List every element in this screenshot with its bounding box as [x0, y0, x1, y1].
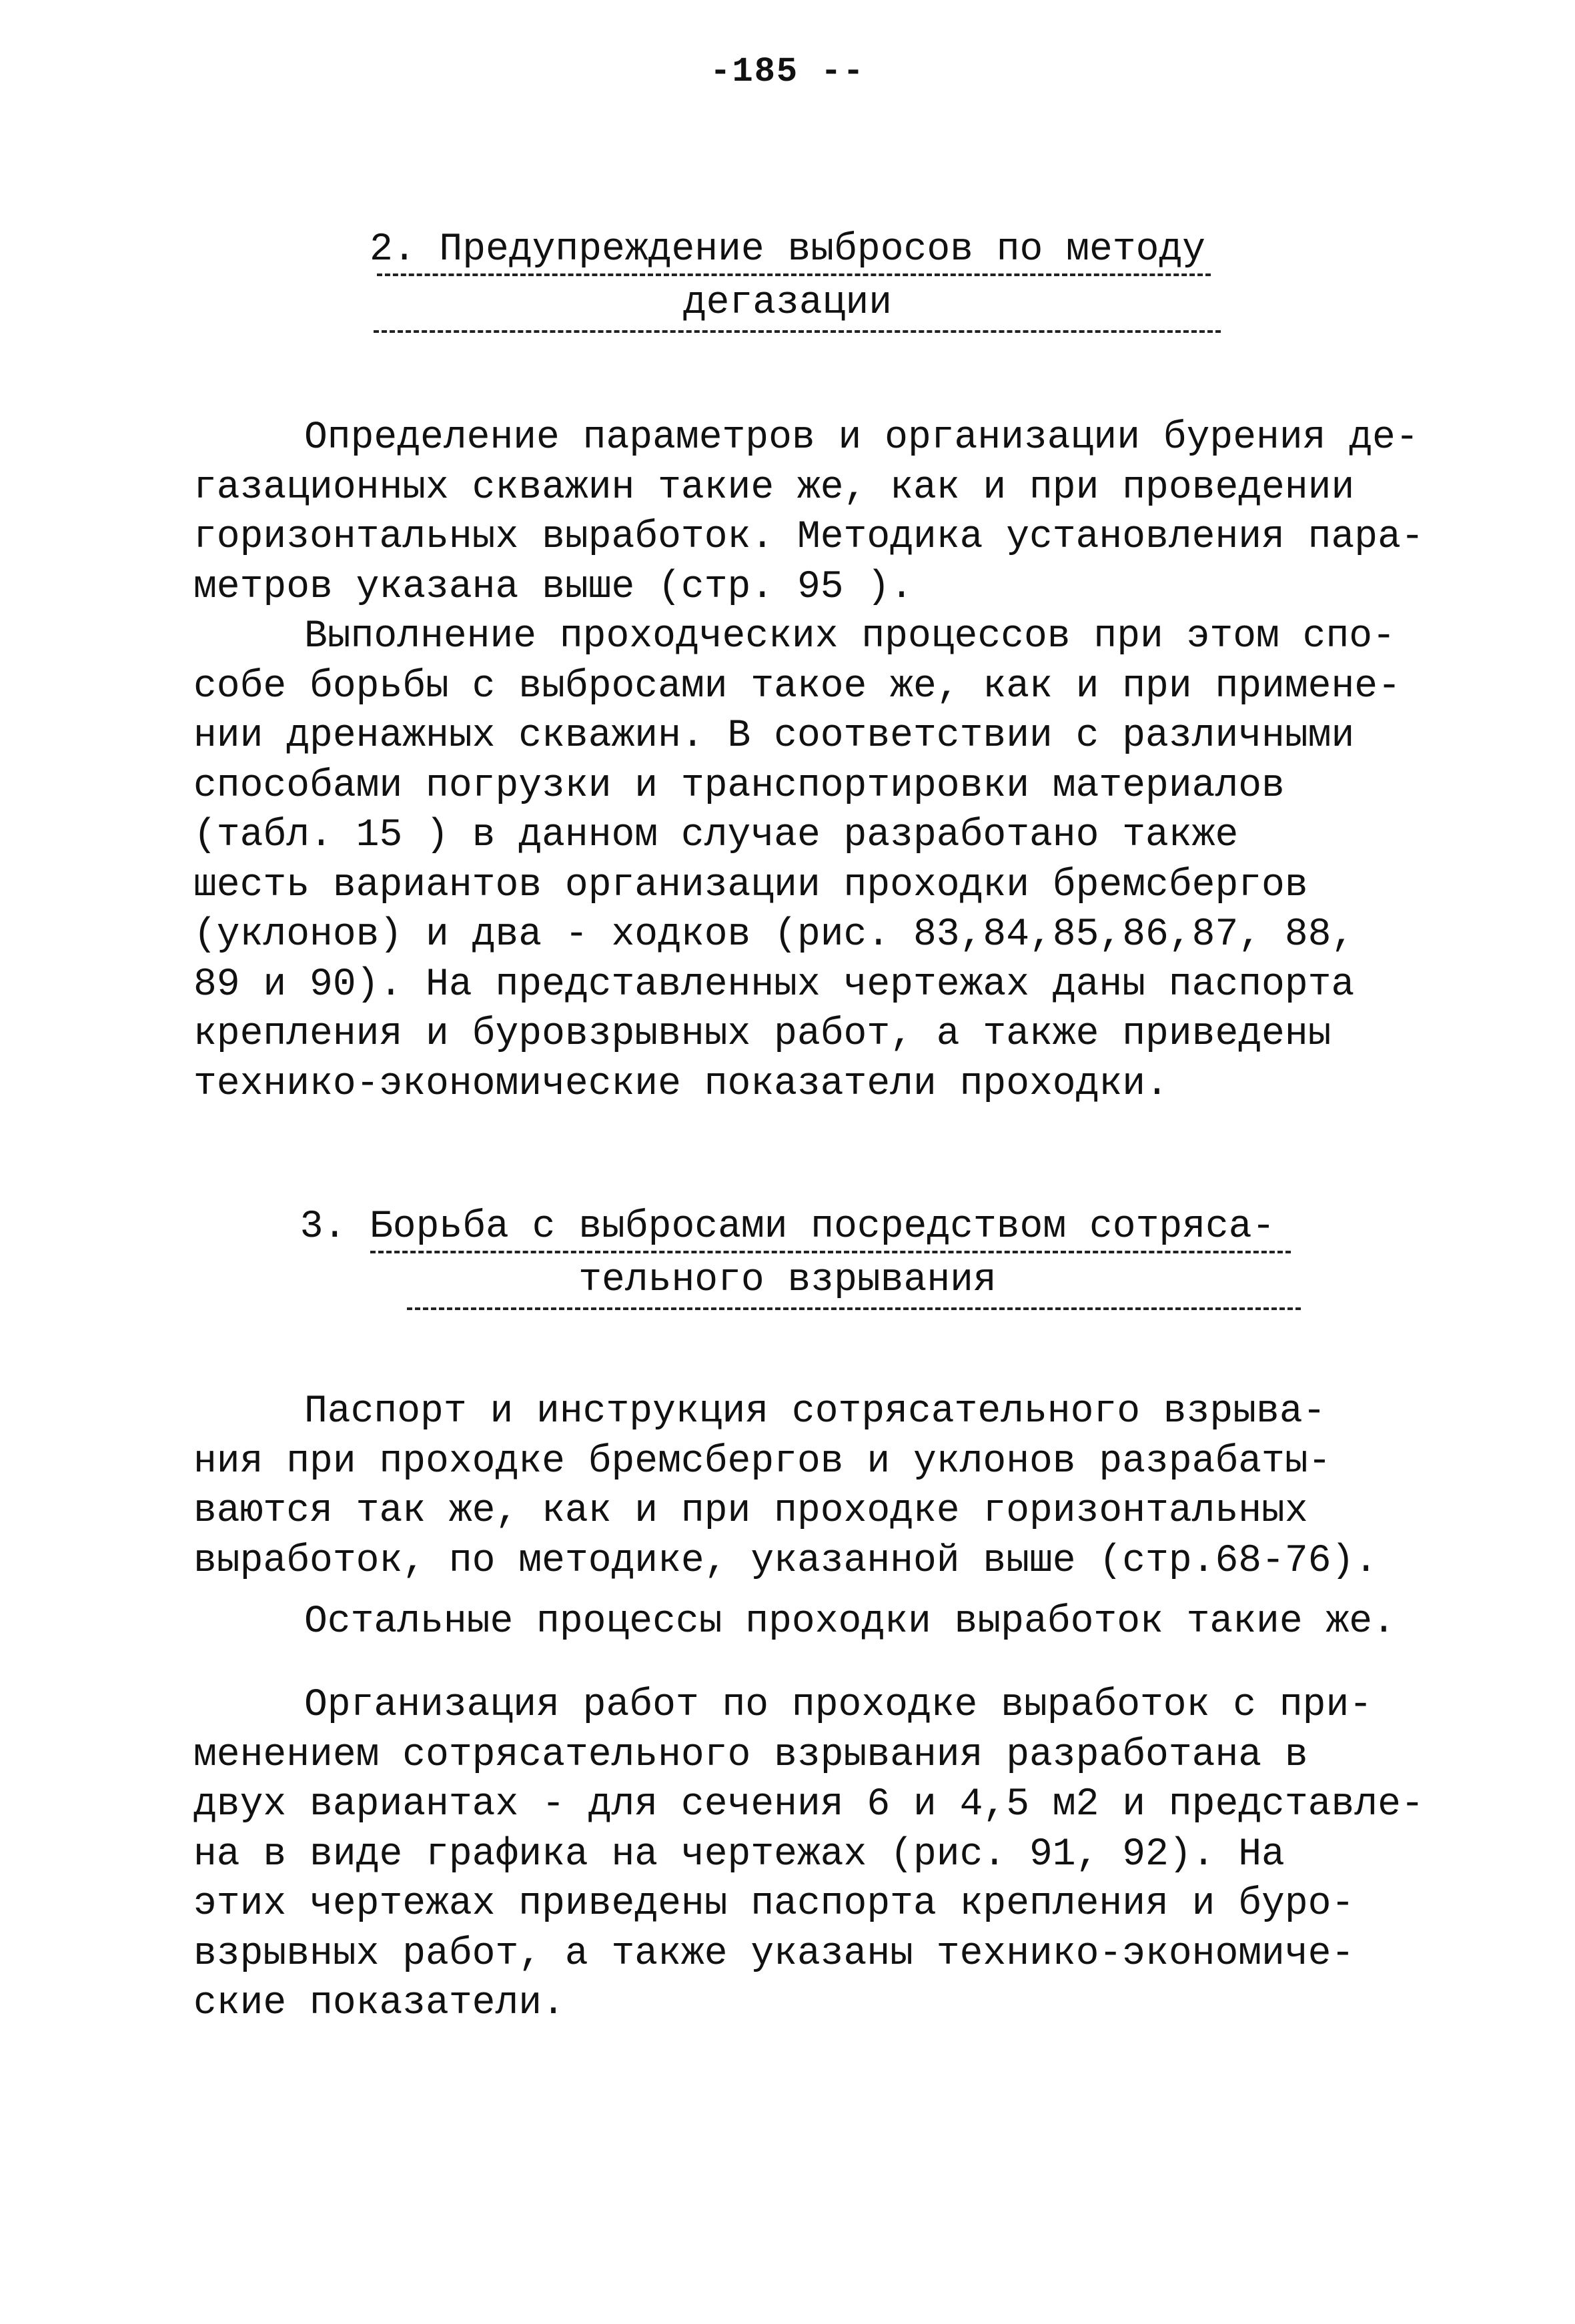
text-line: выработок, по методике, указанной выше (стр.68-76). [193, 1539, 1378, 1583]
page-number: -185 -- [710, 52, 865, 91]
text-line: менением сотрясательного взрывания разработана в [193, 1733, 1308, 1777]
section-2-heading-underline-2 [374, 330, 1221, 333]
section-2-heading-underline-1 [377, 273, 1211, 276]
text-line: 89 и 90). На представленных чертежах даны паспорта [193, 963, 1355, 1007]
text-line: (табл. 15 ) в данном случае разработано также [193, 814, 1239, 857]
text-line: Определение параметров и организации бурения де- [304, 416, 1419, 460]
text-line: газационных скважин такие же, как и при проведении [193, 466, 1355, 510]
text-line: метров указана выше (стр. 95 ). [193, 565, 913, 609]
section-3-paragraph-1 [193, 1387, 1394, 1586]
text-line: двух вариантах - для сечения 6 и 4,5 м2 и представле- [193, 1783, 1424, 1826]
text-line: собе борьбы с выбросами такое же, как и при примене- [193, 664, 1401, 708]
text-line: на в виде графика на чертежах (рис. 91, 92). На [193, 1832, 1285, 1876]
section-3-heading-line-1: 3. Борьба с выбросами посредством сотряса- [300, 1205, 1275, 1249]
text-line: Паспорт и инструкция сотрясательного взрыва- [304, 1390, 1326, 1433]
text-line: Остальные процессы проходки выработок такие же. [304, 1600, 1396, 1644]
text-line: взрывных работ, а также указаны технико-экономиче- [193, 1932, 1355, 1976]
text-line: ваются так же, как и при проходке горизонтальных [193, 1490, 1308, 1533]
text-line: нии дренажных скважин. В соответствии с различными [193, 714, 1355, 758]
section-3-paragraph-3 [193, 1681, 1424, 2029]
text-line: ния при проходке бремсбергов и уклонов разрабаты- [193, 1439, 1332, 1484]
section-3-paragraph-2 [193, 1598, 1394, 1648]
section-2-heading-line-2: дегазации [682, 281, 893, 325]
text-line: Организация работ по проходке выработок с при- [304, 1684, 1373, 1727]
section-3-heading-underline-2 [407, 1307, 1301, 1310]
text-line: способами погрузки и транспортировки материалов [193, 764, 1285, 808]
text-line: горизонтальных выработок. Методика установления пара- [193, 516, 1424, 559]
section-3-heading [0, 1201, 1575, 1307]
text-line: крепления и буровзрывных работ, а также приведены [193, 1013, 1332, 1056]
text-line: ские показатели. [193, 1982, 565, 2025]
section-3-heading-line-2: тельного взрывания [578, 1259, 997, 1302]
text-line: шесть вариантов организации проходки бремсбергов [193, 863, 1308, 907]
text-line: Выполнение проходческих процессов при этом спо- [304, 615, 1396, 658]
section-2-heading [0, 223, 1575, 330]
text-line: технико-экономические показатели проходки. [193, 1062, 1169, 1106]
section-2-heading-line-1: 2. Предупреждение выбросов по методу [369, 228, 1205, 271]
section-2-paragraph-1 [193, 414, 1424, 612]
text-line: этих чертежах приведены паспорта крепления и буро- [193, 1882, 1355, 1926]
section-3-heading-underline-1 [370, 1251, 1291, 1253]
section-2-paragraph-2 [193, 612, 1401, 1109]
text-line: (уклонов) и два - ходков (рис. 83,84,85,86,87, 88, [193, 913, 1355, 957]
